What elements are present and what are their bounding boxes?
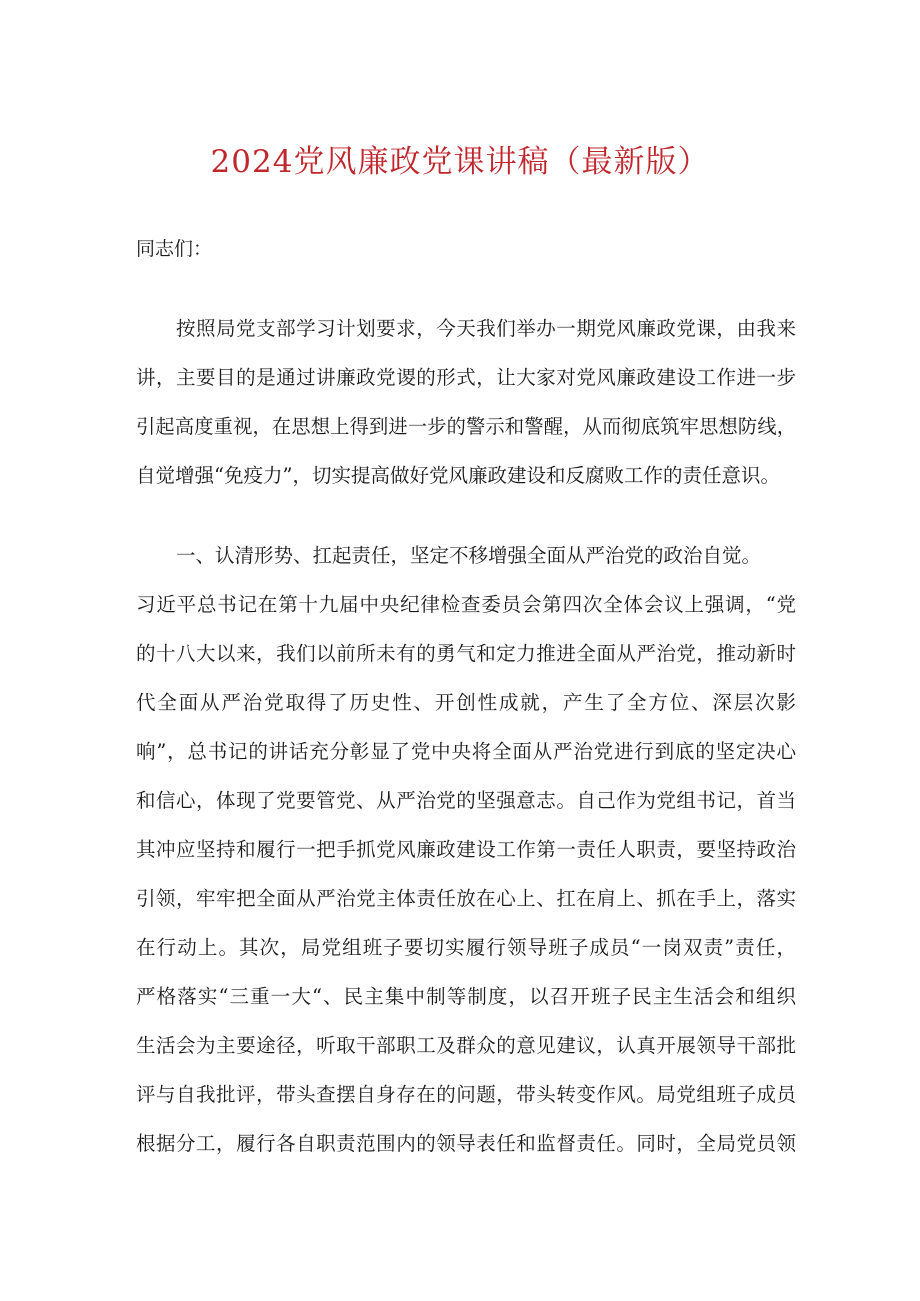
salutation: 同志们： [136,238,213,260]
paragraph-2-line-5: 和信心，体现了党要管党、从严治党的坚强意志。自己作为党组书记，首当 [136,789,796,812]
paragraph-2-line-7: 引领，牢牢把全面从严治党主体责任放在心上、扛在肩上、抓在手上，落实 [136,887,796,910]
paragraph-2-line-12: 根据分工，履行各自职责范围内的领导表任和监督责任。同时，全局党员领 [136,1132,796,1155]
paragraph-2-line-11: 评与自我批评，带头查摆自身存在的问题，带头转变作风。局党组班子成员 [136,1083,796,1106]
paragraph-2-line-4: 响”，总书记的讲话充分彰显了党中央将全面从严治党进行到底的坚定决心 [136,740,796,763]
document-title: 2024党风廉政党课讲稿（最新版） [210,144,710,180]
paragraph-2-line-10: 生活会为主要途径，听取干部职工及群众的意见建议，认真开展领导干部批 [136,1034,796,1057]
paragraph-2-line-8: 在行动上。其次，局党组班子要切实履行领导班子成员“一岗双责”责任， [136,936,796,959]
paragraph-2-line-3: 代全面从严治党取得了历史性、开创性成就，产生了全方位、深层次影 [136,691,796,714]
paragraph-1-line-2: 讲，主要目的是通过讲廉政党谡的形式，让大家对党风廉政建设工作进一步 [136,366,796,389]
paragraph-2-line-1: 习近平总书记在第十九届中央纪律检查委员会第四次全体会议上强调，“党 [136,593,796,616]
paragraph-1-line-4: 自觉增强“免疫力”，切实提高做好党风廉政建设和反腐败工作的责任意识。 [136,464,780,487]
paragraph-2-line-2: 的十八大以来，我们以前所未有的勇气和定力推进全面从严治党，推动新时 [136,642,796,665]
paragraph-1-line-1: 按照局党支部学习计划要求，今天我们举办一期党风廉政党课，由我来 [176,317,796,340]
paragraph-1-line-3: 引起高度重视，在思想上得到进一步的警示和警醒，从而彻底筑牢思想防线， [136,415,796,438]
section-heading-1: 一、认清形势、扛起责任，坚定不移增强全面从严治党的政治自觉。 [176,544,762,567]
paragraph-2-line-6: 其冲应坚持和履行一把手抓党风廉政建设工作第一责任人职责，要坚持政治 [136,838,796,861]
paragraph-2-line-9: 严格落实“三重一大“、民主集中制等制度，以召开班子民主生活会和组织 [136,985,796,1008]
